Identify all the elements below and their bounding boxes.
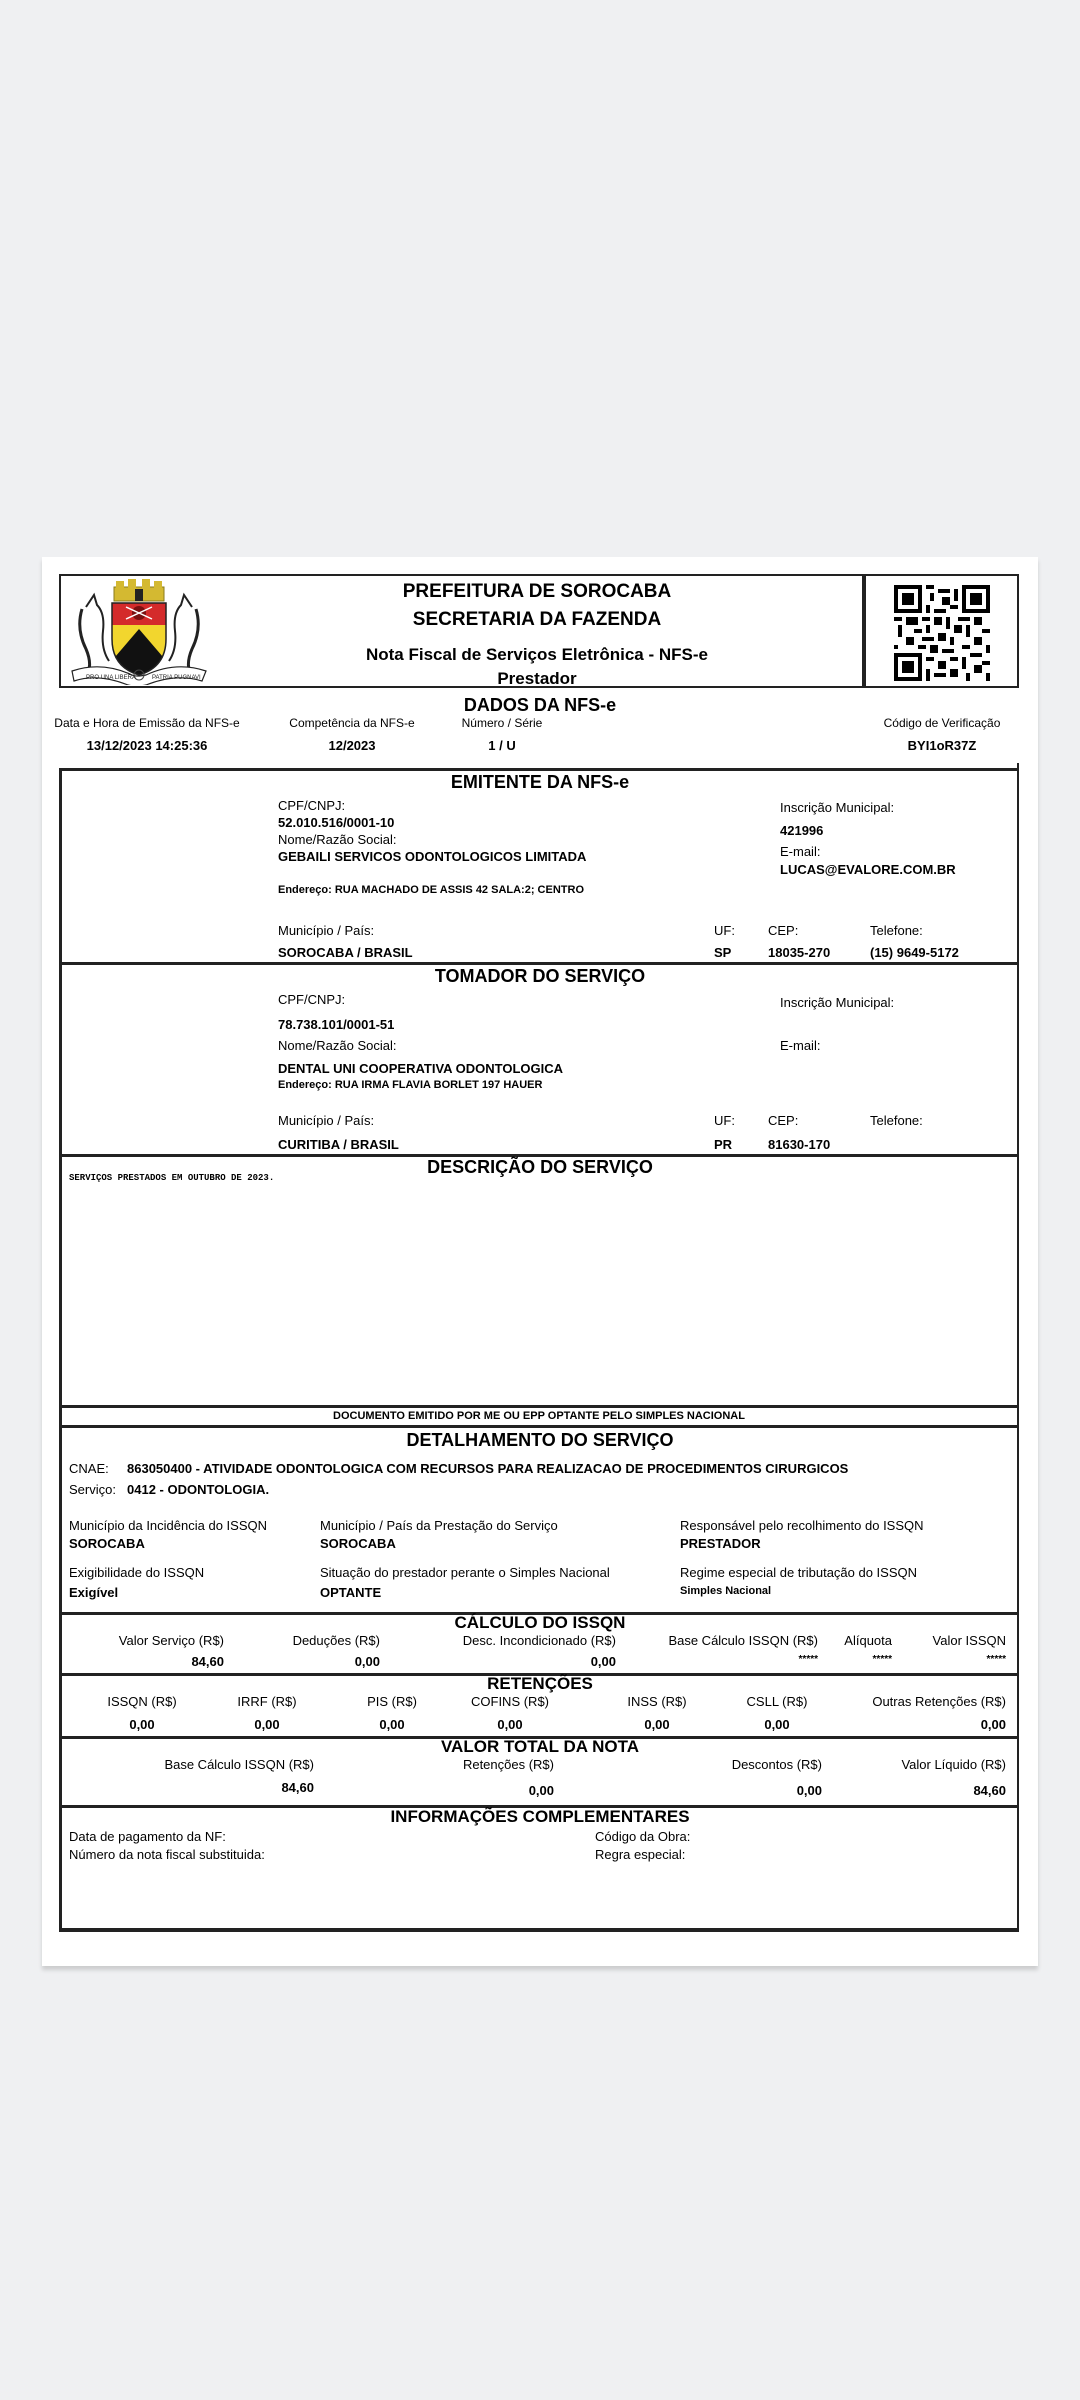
total-col-label: Base Cálculo ISSQN (R$) [164, 1757, 314, 1772]
total-col-value: 0,00 [528, 1783, 554, 1798]
emitente-uf-value: SP [714, 945, 732, 960]
retencao-col-value: 0,00 [379, 1717, 405, 1732]
retencao-col-value: 0,00 [129, 1717, 155, 1732]
tomador-cpf-label: CPF/CNPJ: [278, 992, 346, 1007]
emitente-telefone-value: (15) 9649-5172 [870, 945, 959, 960]
divider [59, 768, 1019, 771]
svg-text:PRO UNA LIBERA: PRO UNA LIBERA [86, 675, 137, 681]
retencao-col-value: 0,00 [497, 1717, 523, 1732]
emitente-cep-label: CEP: [768, 923, 799, 938]
codigo-obra-label: Código da Obra: [595, 1829, 691, 1844]
emitente-nome-value: GEBAILI SERVICOS ODONTOLOGICOS LIMITADA [278, 849, 587, 864]
emitente-im-value: 421996 [780, 823, 824, 838]
tomador-nome-label: Nome/Razão Social: [278, 1038, 397, 1053]
situacao-label: Situação do prestador perante o Simples Nacional [320, 1565, 610, 1580]
header-prefeitura: PREFEITURA DE SOROCABA [402, 581, 672, 602]
retencao-col-label: IRRF (R$) [237, 1694, 297, 1709]
emissao-label: Data e Hora de Emissão da NFS-e [54, 716, 240, 730]
nfse-document-page [42, 557, 1038, 1966]
cnae-label: CNAE: [69, 1461, 109, 1476]
total-title: VALOR TOTAL DA NOTA [440, 1737, 639, 1756]
sorocaba-coat-of-arms-icon [64, 579, 214, 685]
tomador-uf-label: UF: [714, 1113, 735, 1128]
tomador-im-label: Inscrição Municipal: [780, 995, 895, 1010]
detalhamento-title: DETALHAMENTO DO SERVIÇO [406, 1430, 674, 1450]
codigo-verificacao-label: Código de Verificação [883, 716, 1001, 730]
calculo-col-label: Alíquota [844, 1633, 892, 1648]
competencia-value: 12/2023 [328, 738, 376, 753]
simples-nacional-notice: DOCUMENTO EMITIDO POR ME OU EPP OPTANTE PELO SIMPLES NACIONAL [333, 1410, 745, 1422]
tomador-cep-value: 81630-170 [768, 1137, 831, 1152]
nota-substituida-label: Número da nota fiscal substituida: [69, 1847, 265, 1862]
tomador-nome-value: DENTAL UNI COOPERATIVA ODONTOLOGICA [278, 1061, 564, 1076]
emitente-email-value: LUCAS@EVALORE.COM.BR [780, 862, 956, 877]
calculo-col-value: ***** [986, 1654, 1006, 1665]
retencao-col-label: INSS (R$) [627, 1694, 687, 1709]
divider [59, 962, 1019, 965]
calculo-col-label: Valor Serviço (R$) [118, 1633, 224, 1648]
prestacao-label: Município / País da Prestação do Serviço [320, 1518, 558, 1533]
calculo-col-value: ***** [872, 1654, 892, 1665]
numero-value: 1 / U [488, 738, 516, 753]
emitente-municipio-label: Município / País: [278, 923, 375, 938]
calculo-col-label: Desc. Incondicionado (R$) [462, 1633, 616, 1648]
descricao-text: SERVIÇOS PRESTADOS EM OUTUBRO DE 2023. [69, 1173, 275, 1183]
header-secretaria: SECRETARIA DA FAZENDA [412, 609, 662, 630]
retencao-col-label: PIS (R$) [367, 1694, 417, 1709]
calculo-col-value: 84,60 [191, 1654, 224, 1669]
regime-label: Regime especial de tributação do ISSQN [680, 1565, 918, 1580]
calculo-col-label: Valor ISSQN [932, 1633, 1006, 1648]
total-col-label: Descontos (R$) [731, 1757, 822, 1772]
tomador-uf-value: PR [714, 1137, 733, 1152]
tomador-municipio-label: Município / País: [278, 1113, 375, 1128]
calculo-col-value: ***** [798, 1654, 818, 1665]
total-col-label: Valor Líquido (R$) [901, 1757, 1006, 1772]
emitente-cep-value: 18035-270 [768, 945, 831, 960]
header-nfse-title: Nota Fiscal de Serviços Eletrônica - NFS-e [365, 645, 708, 664]
codigo-verificacao-value: BYI1oR37Z [907, 738, 977, 753]
regra-especial-label: Regra especial: [595, 1847, 686, 1862]
retencao-col-value: 0,00 [644, 1717, 670, 1732]
emitente-municipio-value: SOROCABA / BRASIL [278, 945, 413, 960]
regime-value: Simples Nacional [680, 1585, 772, 1597]
divider [59, 1425, 1019, 1428]
emitente-cpf-value: 52.010.516/0001-10 [278, 815, 395, 830]
retencoes-title: RETENÇÕES [487, 1674, 593, 1693]
total-col-value: 84,60 [281, 1780, 314, 1795]
servico-value: 0412 - ODONTOLOGIA. [127, 1482, 270, 1497]
servico-label: Serviço: [69, 1482, 116, 1497]
cnae-value: 863050400 - ATIVIDADE ODONTOLOGICA COM RECURSOS PARA REALIZACAO DE PROCEDIMENTOS CIRURGICOS [127, 1461, 849, 1476]
incidencia-label: Município da Incidência do ISSQN [69, 1518, 267, 1533]
total-col-value: 84,60 [973, 1783, 1006, 1798]
emitente-uf-label: UF: [714, 923, 735, 938]
emitente-email-label: E-mail: [780, 844, 821, 859]
descricao-title: DESCRIÇÃO DO SERVIÇO [427, 1157, 653, 1177]
document-bottom-border [59, 1928, 1019, 1932]
emitente-title: EMITENTE DA NFS-e [450, 772, 630, 792]
calculo-col-value: 0,00 [590, 1654, 616, 1669]
incidencia-value: SOROCABA [69, 1536, 145, 1551]
exigibilidade-label: Exigibilidade do ISSQN [69, 1565, 205, 1580]
tomador-cpf-value: 78.738.101/0001-51 [278, 1017, 395, 1032]
retencao-col-label: COFINS (R$) [471, 1694, 549, 1709]
responsavel-label: Responsável pelo recolhimento do ISSQN [680, 1518, 924, 1533]
svg-text:PATRIA PUGNAVI: PATRIA PUGNAVI [152, 675, 201, 681]
divider [59, 1405, 1019, 1408]
situacao-value: OPTANTE [320, 1585, 382, 1600]
calculo-col-value: 0,00 [354, 1654, 380, 1669]
tomador-title: TOMADOR DO SERVIÇO [434, 966, 646, 986]
dados-title: DADOS DA NFS-e [463, 695, 617, 715]
tomador-municipio-value: CURITIBA / BRASIL [278, 1137, 399, 1152]
header-divider [862, 574, 866, 688]
total-col-label: Retenções (R$) [462, 1757, 554, 1772]
calculo-col-label: Base Cálculo ISSQN (R$) [668, 1633, 818, 1648]
emitente-cpf-label: CPF/CNPJ: [278, 798, 346, 813]
emitente-im-label: Inscrição Municipal: [780, 800, 895, 815]
retencao-col-label: CSLL (R$) [746, 1694, 808, 1709]
data-pagamento-label: Data de pagamento da NF: [69, 1829, 226, 1844]
emitente-telefone-label: Telefone: [870, 923, 923, 938]
complementares-title: INFORMAÇÕES COMPLEMENTARES [390, 1807, 690, 1826]
emitente-nome-label: Nome/Razão Social: [278, 832, 397, 847]
tomador-endereco: Endereço: RUA IRMA FLAVIA BORLET 197 HAUER [278, 1079, 543, 1091]
total-col-value: 0,00 [796, 1783, 822, 1798]
numero-label: Número / Série [461, 716, 543, 730]
retencao-col-label: ISSQN (R$) [107, 1694, 177, 1709]
header-prestador: Prestador [497, 669, 577, 688]
retencao-col-label: Outras Retenções (R$) [872, 1694, 1006, 1709]
emitente-endereco: Endereço: RUA MACHADO DE ASSIS 42 SALA:2; CENTRO [278, 884, 584, 896]
calculo-title: CÁLCULO DO ISSQN [454, 1613, 626, 1632]
body-left-border [59, 768, 62, 1932]
qr-code-icon [894, 585, 990, 681]
competencia-label: Competência da NFS-e [289, 716, 415, 730]
prestacao-value: SOROCABA [320, 1536, 396, 1551]
responsavel-value: PRESTADOR [680, 1536, 761, 1551]
retencao-col-value: 0,00 [980, 1717, 1006, 1732]
calculo-col-label: Deduções (R$) [292, 1633, 380, 1648]
tomador-telefone-label: Telefone: [870, 1113, 923, 1128]
exigibilidade-value: Exigível [69, 1585, 119, 1600]
tomador-cep-label: CEP: [768, 1113, 799, 1128]
emissao-value: 13/12/2023 14:25:36 [86, 738, 208, 753]
tomador-email-label: E-mail: [780, 1038, 821, 1053]
retencao-col-value: 0,00 [764, 1717, 790, 1732]
retencao-col-value: 0,00 [254, 1717, 280, 1732]
